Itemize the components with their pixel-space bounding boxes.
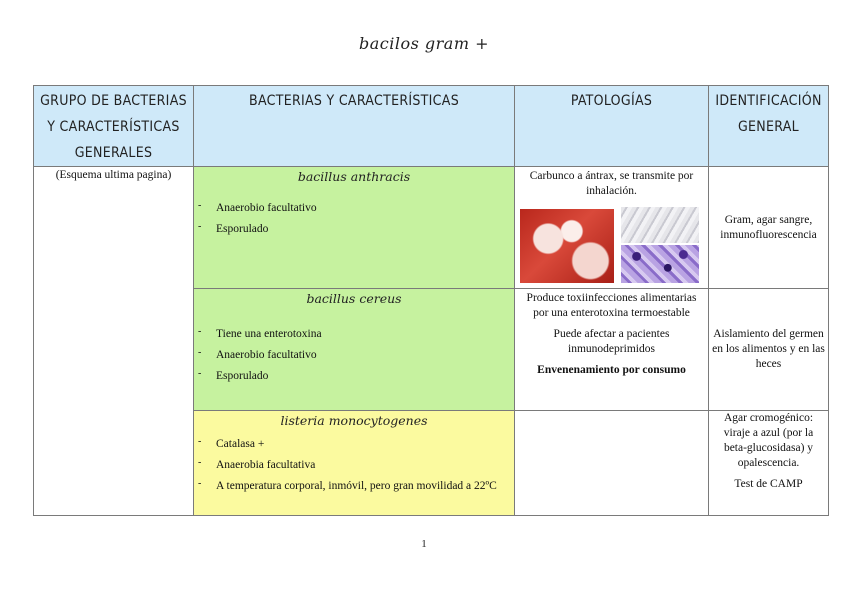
trait-list <box>194 328 514 383</box>
group-cell <box>34 167 194 516</box>
page-title: bacilos gram + <box>359 34 489 53</box>
bacteria-name: listeria monocytogenes <box>280 413 428 428</box>
table-row <box>34 167 829 289</box>
pathology-text: Carbunco a ántrax, se transmite por inhalación. <box>529 170 694 197</box>
trait-list <box>194 202 514 236</box>
list-item: - Esporulado <box>198 370 508 383</box>
pathology-cell-listeria <box>515 411 709 516</box>
page-number: 1 <box>421 538 427 550</box>
ident-text: Test de CAMP <box>734 478 803 490</box>
bacteria-cell-listeria <box>194 411 515 516</box>
pathology-cell-anthracis <box>515 167 709 289</box>
list-item: - Catalasa + <box>198 438 508 451</box>
skin-lesion-photo <box>621 207 699 243</box>
header-grupo: GRUPO DE BACTERIAS Y CARACTERÍSTICAS GENERALES <box>34 86 194 167</box>
ident-cell-listeria <box>709 411 829 516</box>
pathology-text-bold: Envenenamiento por consumo <box>537 364 686 376</box>
pathology-text: Puede afectar a pacientes inmunodeprimidos <box>553 328 670 355</box>
list-item: - Anaerobio facultativo <box>198 202 508 215</box>
ident-text: Aislamiento del germen en los alimentos y en las heces <box>712 328 825 370</box>
bacteria-cell-anthracis <box>194 167 515 289</box>
ident-text: Gram, agar sangre, inmunofluorescencia <box>720 213 817 241</box>
pathology-images <box>519 205 704 283</box>
bacteria-table <box>33 85 829 516</box>
list-item: - Tiene una enterotoxina <box>198 328 508 341</box>
header-identificacion: IDENTIFICACIÓN GENERAL <box>709 86 829 167</box>
bacteria-name: bacillus anthracis <box>297 169 411 184</box>
ident-text: Agar cromogénico: viraje a azul (por la beta-glucosidasa) y opalescencia. <box>723 412 814 469</box>
ident-cell-cereus <box>709 289 829 411</box>
list-item: - Esporulado <box>198 223 508 236</box>
list-item: - Anaerobio facultativo <box>198 349 508 362</box>
ident-cell-anthracis <box>709 167 829 289</box>
list-item: - Anaerobia facultativa <box>198 459 508 472</box>
header-patologias: PATOLOGÍAS <box>515 86 709 167</box>
gram-stain-photo <box>621 245 699 283</box>
pathology-cell-cereus <box>515 289 709 411</box>
table-header-row <box>34 86 829 167</box>
header-bacterias: BACTERIAS Y CARACTERÍSTICAS <box>194 86 515 167</box>
group-note: (Esquema ultima pagina) <box>55 169 172 181</box>
bacteria-name: bacillus cereus <box>306 291 402 306</box>
colony-photo <box>520 209 614 283</box>
bacteria-cell-cereus <box>194 289 515 411</box>
trait-list <box>194 438 514 493</box>
pathology-text: Produce toxiinfecciones alimentarias por una enterotoxina termoestable <box>526 292 697 319</box>
list-item: - A temperatura corporal, inmóvil, pero gran movilidad a 22ºC <box>198 480 508 493</box>
